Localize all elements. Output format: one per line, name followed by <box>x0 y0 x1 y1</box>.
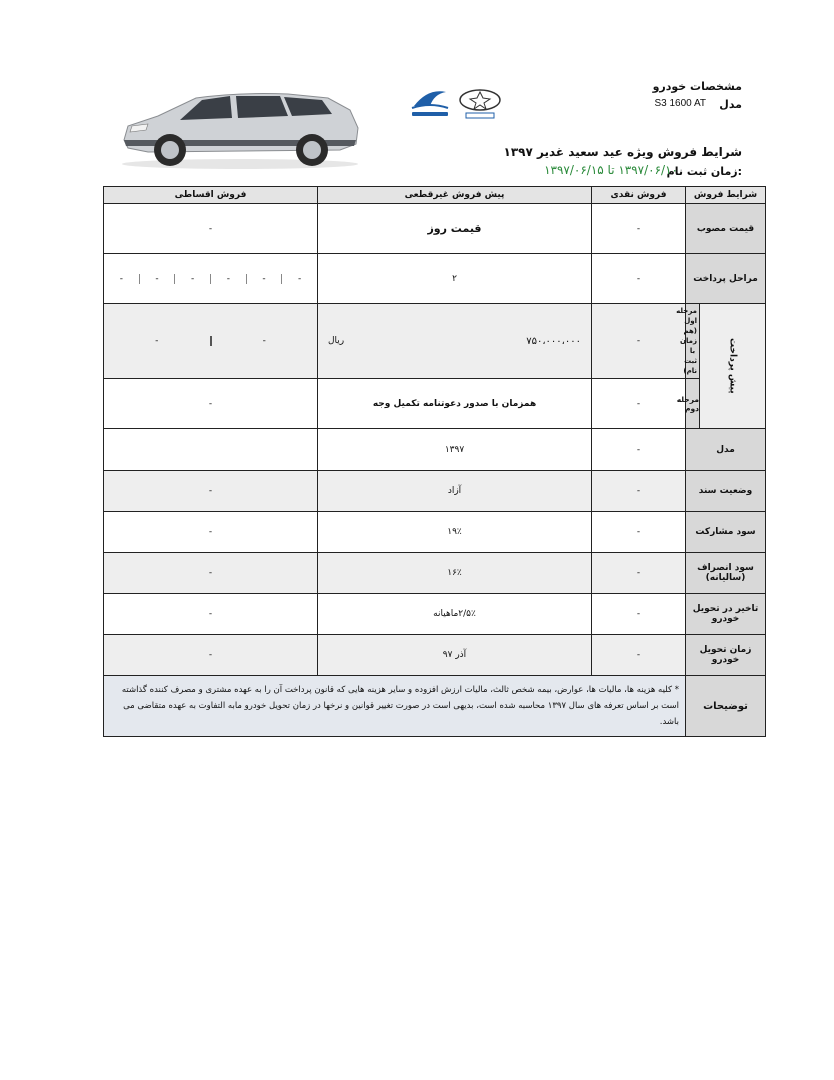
cell-presale: ۱۳۹۷ <box>318 429 592 471</box>
table-row <box>104 304 766 379</box>
installment-subcells <box>104 274 317 284</box>
cell-installment: - <box>104 471 318 512</box>
row-label-model: مدل <box>686 429 766 471</box>
installment-subcell: - <box>210 336 318 346</box>
header-conditions: شرایط فروش <box>686 187 766 204</box>
cell-presale: ۱۶٪ <box>318 553 592 594</box>
row-label-cancellation-profit: سود انصراف (سالیانه) <box>686 553 766 594</box>
presale-amount: ۷۵۰،۰۰۰،۰۰۰ <box>526 335 581 347</box>
installment-subcell: - <box>174 274 210 284</box>
cell-cash: - <box>592 553 686 594</box>
cell-cash: - <box>592 204 686 254</box>
header-cash: فروش نقدی <box>592 187 686 204</box>
row-label-payment-stages: مراحل پرداخت <box>686 254 766 304</box>
jac-logo <box>456 88 504 120</box>
installment-subcell: - <box>246 274 282 284</box>
table-row <box>104 594 766 635</box>
cell-presale: آذر ۹۷ <box>318 635 592 676</box>
row-label-notes: توضیحات <box>686 676 766 737</box>
table-row <box>104 512 766 553</box>
cell-presale: ۲ <box>318 254 592 304</box>
cell-presale <box>318 304 592 379</box>
table-row <box>104 471 766 512</box>
table-row <box>104 204 766 254</box>
header-installment: فروش اقساطی <box>104 187 318 204</box>
cell-presale: آزاد <box>318 471 592 512</box>
cell-cash: - <box>592 471 686 512</box>
installment-subcell: - <box>281 274 317 284</box>
cell-installment: - <box>104 635 318 676</box>
installment-subcell: - <box>119 273 123 284</box>
cell-cash: - <box>592 594 686 635</box>
model-label: مدل <box>719 98 742 111</box>
notes-row <box>104 676 766 737</box>
cell-presale: ۱۹٪ <box>318 512 592 553</box>
notes-text: * کلیه هزینه ها، مالیات ها، عوارض، بیمه شخص ثالث، مالیات ارزش افزوده و سایر هزینه هایی که قانون پرداخت آن را به عهده مشتری و مصرف کننده گذاشته است بر اساس تعرفه های سال ۱۳۹۷ محاسبه شده است، بدیهی است در صورت تغییر قوانین و نرخها در زمان تحویل خودرو مابه التفاوت به عهده متقاضی می باشد. <box>104 676 686 737</box>
row-label-delivery-time: زمان تحویل خودرو <box>686 635 766 676</box>
cell-installment: - <box>104 594 318 635</box>
row-label-partnership-profit: سود مشارکت <box>686 512 766 553</box>
cell-presale: قیمت روز <box>318 204 592 254</box>
cell-cash: - <box>592 379 686 429</box>
presale-unit: ریال <box>328 336 345 346</box>
registration-label: زمان ثبت نام: <box>666 165 742 178</box>
cell-presale: ۲/۵٪ماهیانه <box>318 594 592 635</box>
cell-cash: - <box>592 635 686 676</box>
kerman-motor-logo <box>408 86 452 120</box>
row-label-delivery-delay: تاخیر در تحویل خودرو <box>686 594 766 635</box>
table-row <box>104 635 766 676</box>
model-value: S3 1600 AT <box>654 98 706 109</box>
table-row <box>104 553 766 594</box>
cell-cash: - <box>592 304 686 379</box>
cell-presale: همزمان با صدور دعوتنامه تکمیل وجه <box>318 379 592 429</box>
cell-installment <box>104 429 318 471</box>
table-row <box>104 254 766 304</box>
installment-subcell: - <box>155 336 159 346</box>
registration-range: ۱۳۹۷/۰۶/۱۰ تا ۱۳۹۷/۰۶/۱۵ <box>544 163 678 177</box>
installment-subcell: - <box>139 274 175 284</box>
sale-title: شرایط فروش ویژه عید سعید غدیر ۱۳۹۷ <box>503 145 742 159</box>
cell-cash: - <box>592 429 686 471</box>
cell-installment <box>104 304 318 379</box>
cell-cash: - <box>592 254 686 304</box>
cell-cash: - <box>592 512 686 553</box>
row-label-stage-one: مرحله اول (هم زمان با ثبت نام) <box>686 304 700 379</box>
car-image <box>118 88 363 170</box>
row-label-stage-two: مرحله دوم <box>686 379 700 429</box>
sales-conditions-table <box>103 186 766 737</box>
header-presale: پیش فروش غیرقطعی <box>318 187 592 204</box>
table-row <box>104 429 766 471</box>
cell-installment <box>104 254 318 304</box>
table-row <box>104 379 766 429</box>
row-label-document-status: وضعیت سند <box>686 471 766 512</box>
spec-title: مشخصات خودرو <box>652 80 742 93</box>
installment-subcell: - <box>210 274 246 284</box>
table-header-row <box>104 187 766 204</box>
prepayment-group-label: پیش پرداخت <box>700 304 766 429</box>
row-label-approved-price: قیمت مصوب <box>686 204 766 254</box>
cell-installment: - <box>104 553 318 594</box>
cell-installment: - <box>104 379 318 429</box>
cell-installment: - <box>104 204 318 254</box>
cell-installment: - <box>104 512 318 553</box>
